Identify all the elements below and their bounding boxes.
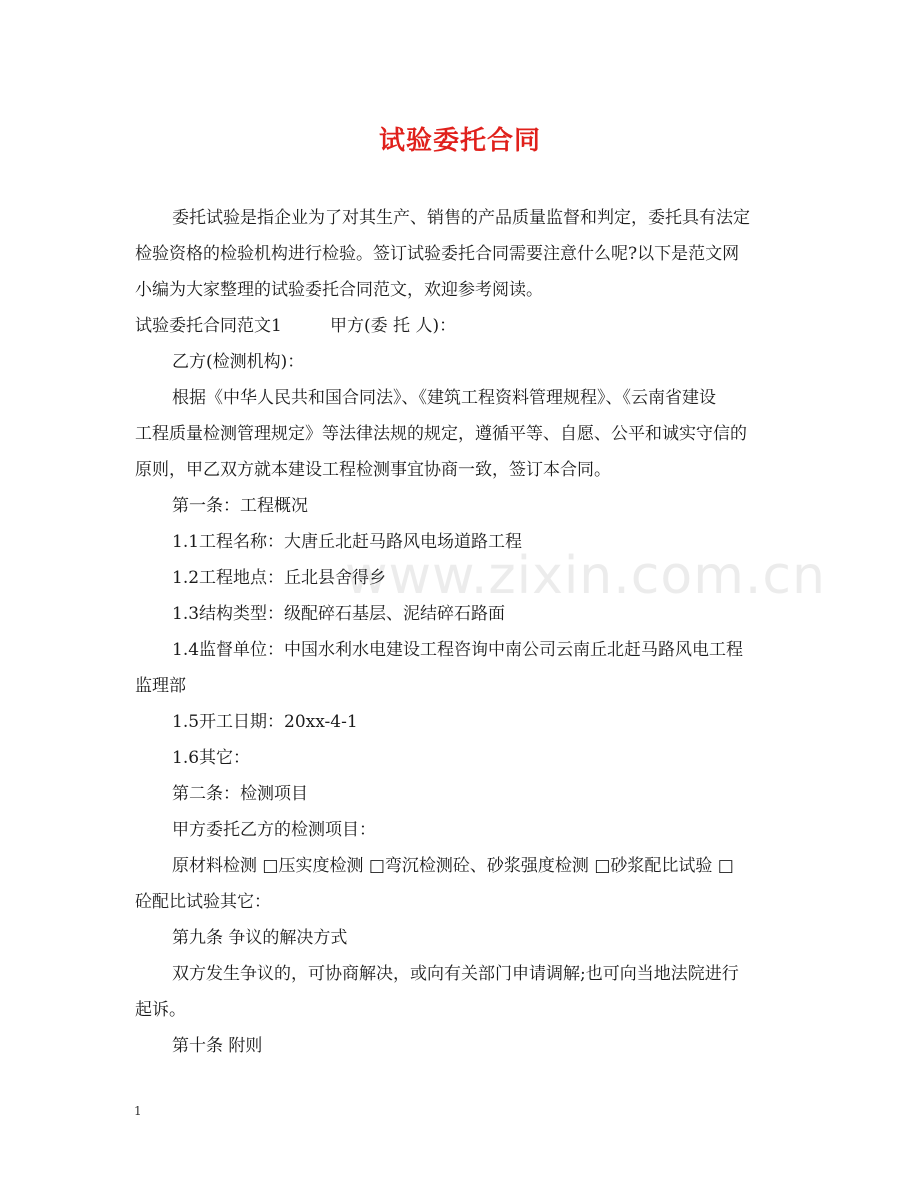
dispute-paragraph-line-2: 起诉。 [135, 1000, 186, 1020]
project-name: 1.1工程名称：大唐丘北赶马路风电场道路工程 [172, 532, 523, 552]
page-number: 1 [134, 1104, 142, 1118]
article-9-heading: 第九条 争议的解决方式 [172, 928, 348, 948]
article-10-heading: 第十条 附则 [172, 1036, 263, 1056]
supervision-unit-line-2: 监理部 [135, 676, 186, 696]
test-items-line-1: 原材料检测 □压实度检测 □弯沉检测砼、砂浆强度检测 □砂浆配比试验 □ [172, 856, 734, 876]
intro-paragraph-line-1: 委托试验是指企业为了对其生产、销售的产品质量监督和判定，委托具有法定 [172, 208, 750, 228]
intro-paragraph-line-3: 小编为大家整理的试验委托合同范文，欢迎参考阅读。 [135, 280, 543, 300]
party-a-label: 甲方(委 托 人)： [330, 316, 457, 336]
watermark: www.zixin.com.cn [345, 546, 826, 606]
other-info: 1.6其它： [172, 748, 251, 768]
start-date: 1.5开工日期：20xx-4-1 [172, 712, 358, 732]
intro-paragraph-line-2: 检验资格的检验机构进行检验。签订试验委托合同需要注意什么呢?以下是范文网 [135, 244, 740, 264]
document-title: 试验委托合同 [378, 126, 541, 156]
basis-paragraph-line-3: 原则，甲乙双方就本建设工程检测事宜协商一致，签订本合同。 [135, 460, 611, 480]
structure-type: 1.3结构类型：级配碎石基层、泥结碎石路面 [172, 604, 506, 624]
test-items-line-2: 砼配比试验其它： [135, 892, 271, 912]
basis-paragraph-line-2: 工程质量检测管理规定》等法律法规的规定，遵循平等、自愿、公平和诚实守信的 [135, 424, 747, 444]
supervision-unit-line-1: 1.4监督单位：中国水利水电建设工程咨询中南公司云南丘北赶马路风电工程 [172, 640, 744, 660]
article-2-heading: 第二条：检测项目 [172, 784, 308, 804]
basis-paragraph-line-1: 根据《中华人民共和国合同法》、《建筑工程资料管理规程》、《云南省建设 [172, 388, 716, 408]
party-b-label: 乙方(检测机构)： [172, 352, 305, 372]
article-1-heading: 第一条：工程概况 [172, 496, 308, 516]
sample-heading-row [135, 316, 735, 336]
dispute-paragraph-line-1: 双方发生争议的，可协商解决，或向有关部门申请调解;也可向当地法院进行 [172, 964, 739, 984]
test-items-intro: 甲方委托乙方的检测项目： [172, 820, 376, 840]
sample-heading: 试验委托合同范文1 [135, 316, 282, 336]
project-location: 1.2工程地点：丘北县舍得乡 [172, 568, 387, 588]
